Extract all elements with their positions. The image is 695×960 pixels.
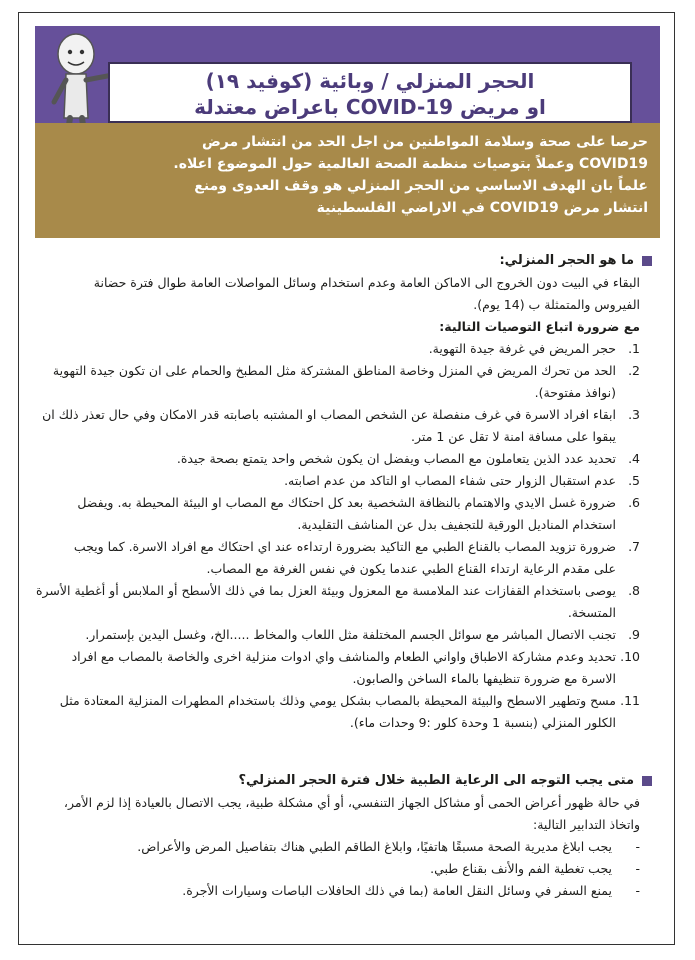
list-item: 5. عدم استقبال الزوار حتى شفاء المصاب او التاكد من عدم اصابته.: [284, 473, 640, 488]
section-heading-text: متى يجب التوجه الى الرعاية الطبية خلال فترة الحجر المنزلي؟: [238, 773, 634, 788]
measures-list: [30, 836, 660, 902]
list-item: - يجب ابلاغ مديرية الصحة مسبقًا هاتفيًا، وابلاغ الطاقم الطبي هناك بتفاصيل المرض والأعراض.: [137, 839, 640, 854]
recommendations-heading: مع ضرورة اتباع التوصيات التالية:: [439, 319, 640, 334]
square-bullet-icon: [642, 776, 652, 786]
care-text: واتخاذ التدابير التالية:: [533, 817, 640, 832]
section-heading: [30, 250, 660, 272]
home-quarantine-section: [30, 250, 660, 734]
list-item: - يجب تغطية الفم والأنف بقناع طبي.: [430, 861, 640, 876]
list-item: 2. الحد من تحرك المريض في المنزل وخاصة المناطق المشتركة مثل المطبخ والحمام على ان تكون جيدة التهوية (نوافذ مفتوحة).: [52, 363, 640, 400]
page-subtitle: او مريض COVID-19 باعراض معتدلة: [194, 95, 546, 119]
section-heading: [30, 770, 660, 792]
list-item: 6. ضرورة غسل الايدي والاهتمام بالنظافة الشخصية بعد كل احتكاك مع المصاب او البيئة المحيطة به. ويفضل استخدام المناديل الورقية للتجفيف بدل عن المناشف التقليدية.: [77, 495, 640, 532]
list-item: 8. يوصى باستخدام القفازات عند الملامسة مع المعزول وبيئة العزل بما في ذلك الأسطح أو الملابس أو أغطية الأسرة المتسخة.: [35, 583, 640, 620]
section-heading-text: ما هو الحجر المنزلي:: [499, 253, 634, 268]
square-bullet-icon: [642, 256, 652, 266]
intro-line: حرصا على صحة وسلامة المواطنين من اجل الحد من انتشار مرض: [201, 134, 648, 150]
page-title: الحجر المنزلي / وبائية (كوفيد ١٩): [205, 69, 535, 93]
list-item: 7. ضرورة تزويد المصاب بالقناع الطبي مع التاكيد بضرورة ارتداءه عند اي احتكاك مع افراد الاسرة. كما ويجب على مقدم الرعاية ارتداء القناع الطبي عندما يكون في نفس الغرفة مع المصاب.: [73, 539, 640, 576]
medical-care-section: [30, 770, 660, 902]
list-item: 11. مسح وتطهير الاسطح والبيئة المحيطة بالمصاب بشكل يومي وذلك باستخدام المطهرات المنزلية المعتادة مثل الكلور المنزلي (بنسبة 1 وحدة كلور :9 وحدات ماء).: [59, 693, 640, 730]
intro-box: [35, 123, 660, 238]
list-item: 1. حجر المريض في غرفة جيدة التهوية.: [428, 341, 640, 356]
list-item: 3. ابقاء افراد الاسرة في غرف منفصلة عن الشخص المصاب او المشتبه باصابته قدر الامكان وفي حال تعذر ذلك ان يبقوا على مسافة امنة لا تقل عن 1 متر.: [42, 407, 640, 444]
list-item: - يمنع السفر في وسائل النقل العامة (بما في ذلك الحافلات الباصات وسيارات الأجرة.: [182, 883, 640, 898]
recommendations-list: [30, 338, 660, 734]
intro-line: انتشار مرض COVID19 في الاراضي الفلسطينية: [316, 200, 648, 216]
list-item: 10. تحديد وعدم مشاركة الاطباق واواني الطعام والمناشف واي ادوات منزلية اخرى والخاصة بالمصاب مع افراد الاسرة مع ضرورة تنظيفها بالماء الساخن والصابون.: [71, 649, 640, 686]
intro-line: علماً بان الهدف الاساسي من الحجر المنزلي هو وقف العدوى ومنع: [194, 178, 648, 194]
title-box: [108, 62, 632, 123]
list-item: 9. تجنب الاتصال المباشر مع سوائل الجسم المختلفة مثل اللعاب والمخاط .....الخ، وغسل اليدين بإستمرار.: [85, 627, 640, 642]
definition-text: الفيروس والمتمثلة ب (14 يوم).: [473, 297, 640, 312]
care-text: في حالة ظهور أعراض الحمى أو مشاكل الجهاز التنفسي، أو أي مشكلة طبية، يجب الاتصال بالعيادة إذا لزم الأمر،: [63, 795, 640, 810]
list-item: 4. تحديد عدد الذين يتعاملون مع المصاب ويفضل ان يكون شخص واحد يتمتع بصحة جيدة.: [176, 451, 640, 466]
intro-line: COVID19 وعملاً بتوصيات منظمة الصحة العالمية حول الموضوع اعلاه.: [173, 156, 648, 172]
definition-text: البقاء في البيت دون الخروج الى الاماكن العامة وعدم استخدام وسائل المواصلات العامة طوال فترة حضانة: [93, 275, 640, 290]
